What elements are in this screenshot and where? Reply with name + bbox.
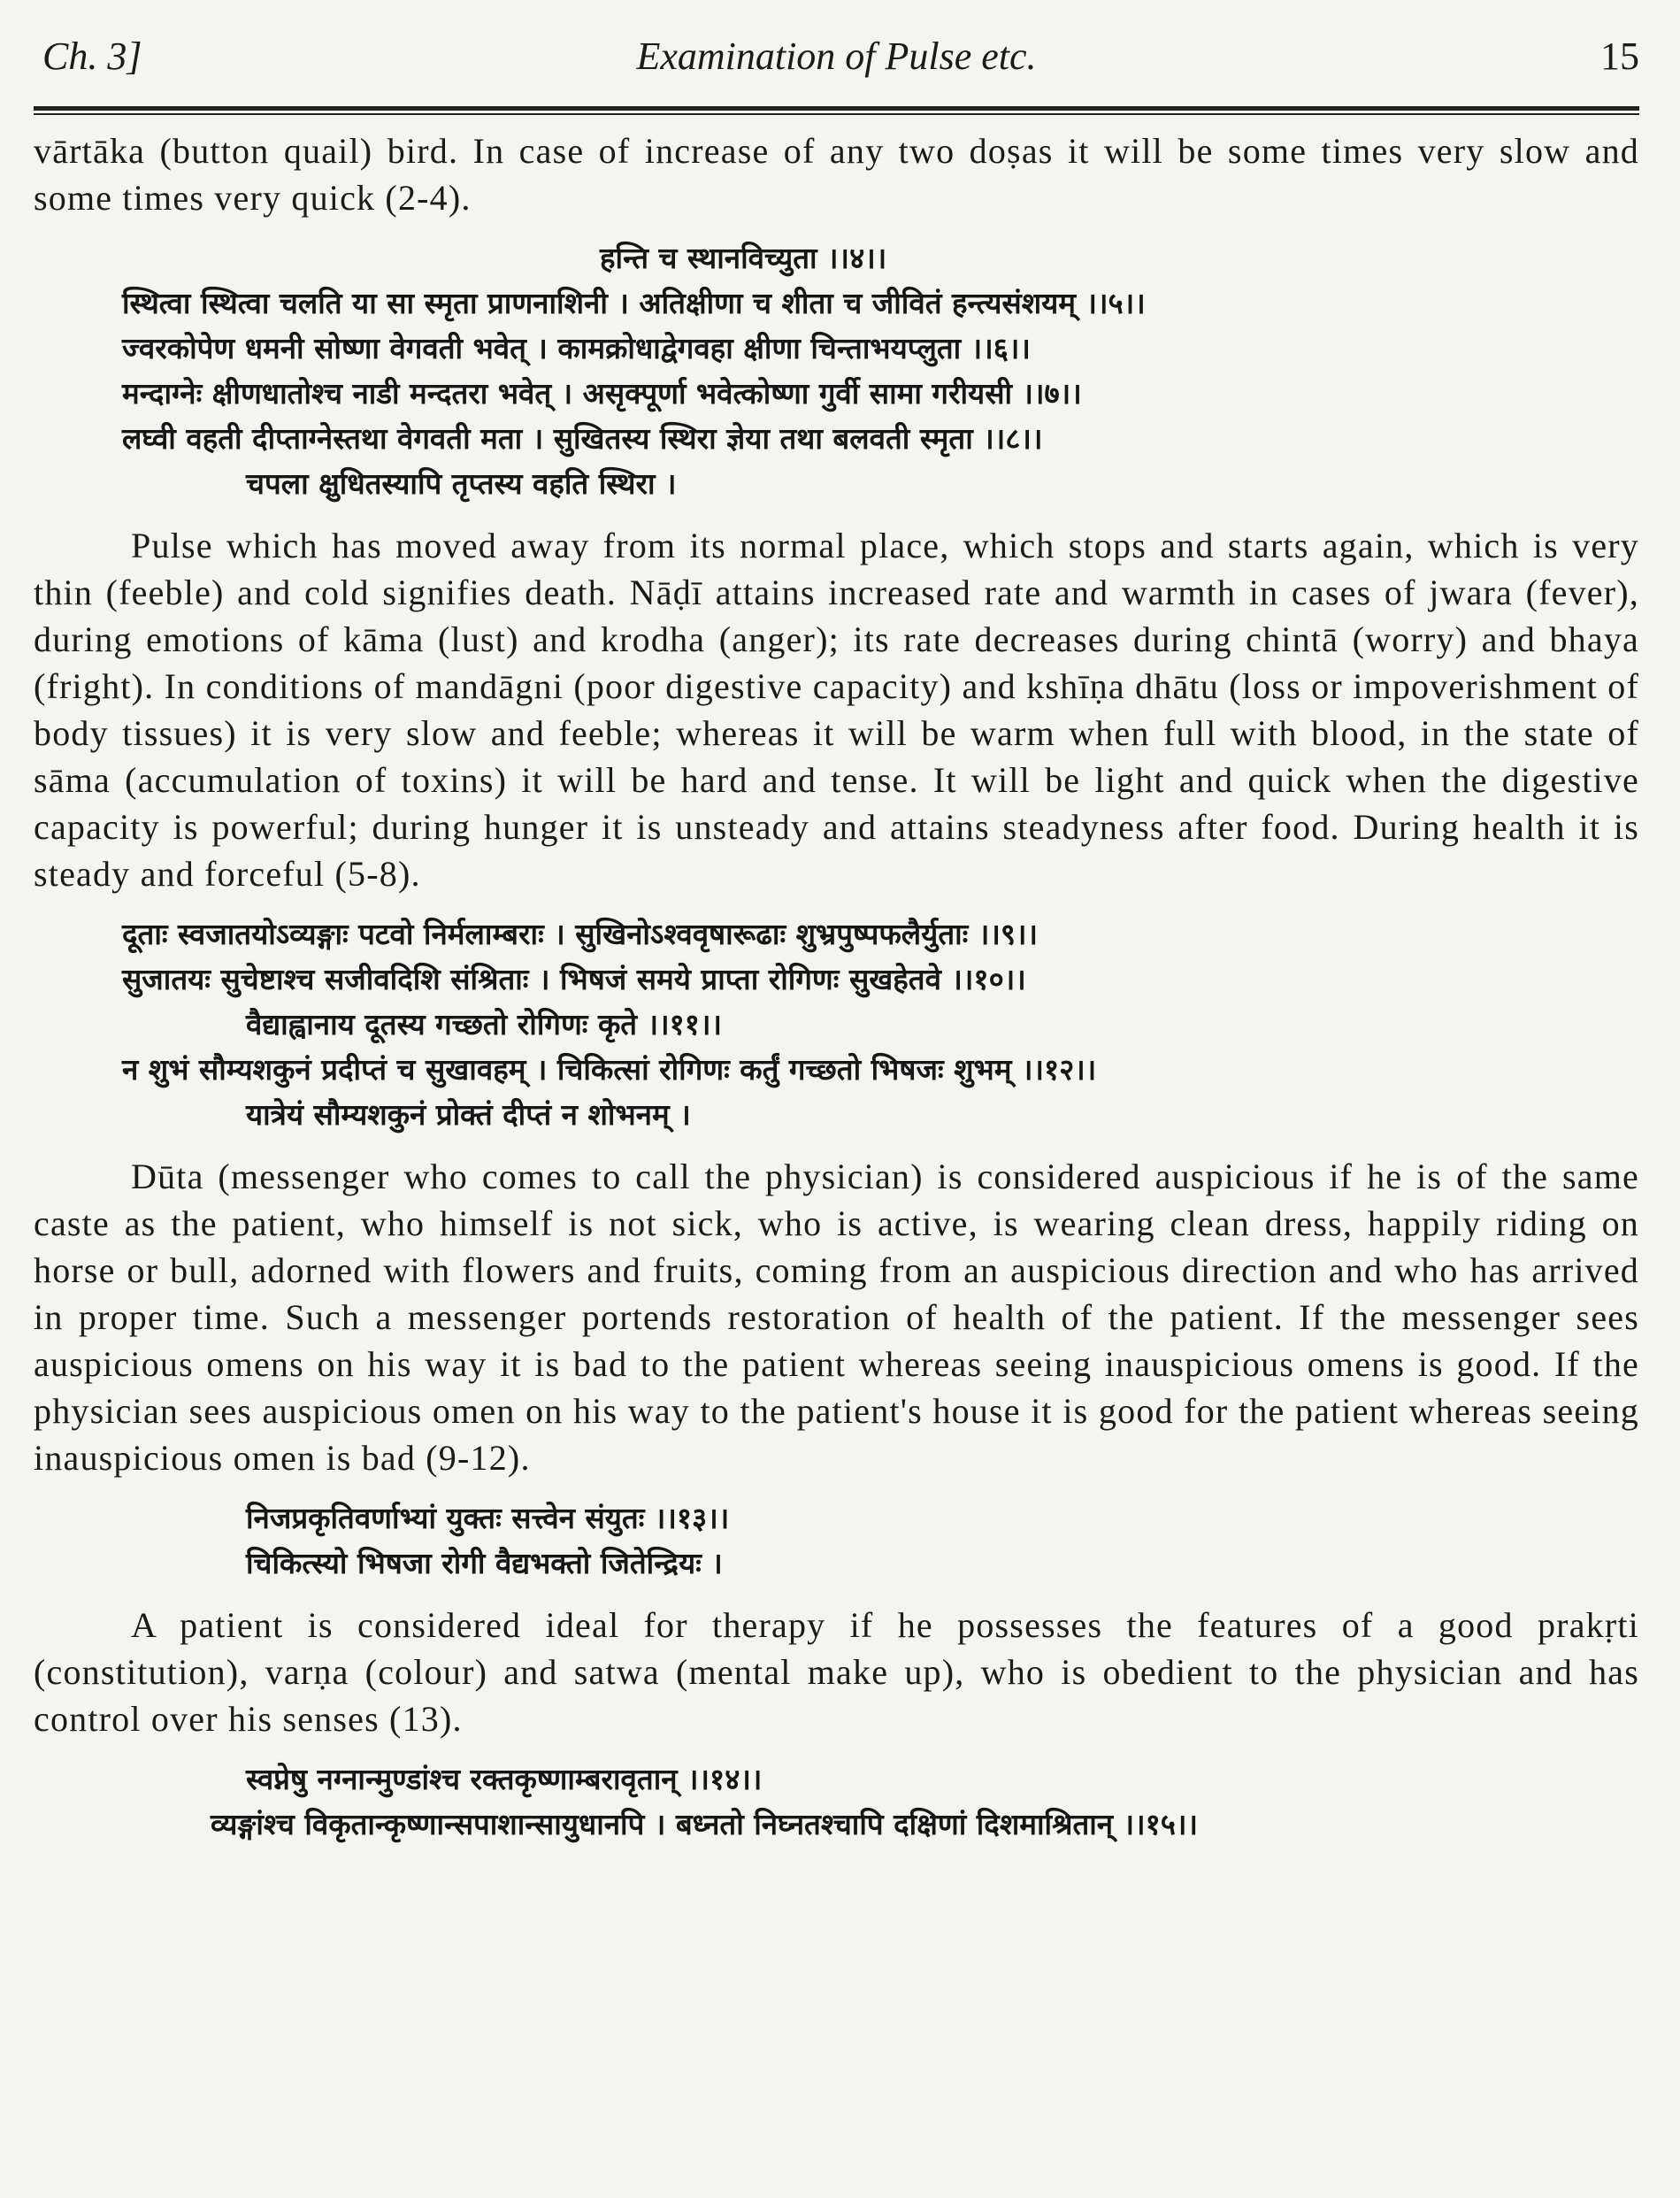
verse-line: चिकित्स्यो भिषजा रोगी वैद्यभक्तो जितेन्द्रियः । [246,1546,723,1580]
verse-block-3 [34,1495,1639,1586]
verse-line: व्यङ्गांश्च विकृतान्कृष्णान्सपाशान्सायुधानपि । बध्नतो निघ्नतश्चापि दक्षिणां दिशमाश्रितान् ।।१५।। [211,1807,1198,1841]
verse-line: न शुभं सौम्यशकुनं प्रदीप्तं च सुखावहम् । चिकित्सां रोगिणः कर्तुं गच्छतो भिषजः शुभम् ।।१२।। [122,1052,1097,1087]
verse-line: मन्दाग्नेः क्षीणधातोश्च नाडी मन्दतरा भवेत् । असृक्पूर्णा भवेत्कोष्णा गुर्वी सामा गरीयसी ।।७।। [122,376,1082,411]
verse-line: सुजातयः सुचेष्टाश्च सजीवदिशि संश्रिताः । भिषजं समये प्राप्ता रोगिणः सुखहेतवे ।।१०।। [122,962,1026,996]
verse-block-1 [34,235,1639,506]
header-rule-thin [34,113,1639,115]
verse-line: यात्रेयं सौम्यशकुनं प्रोक्तं दीप्तं न शोभनम् । [246,1097,691,1132]
running-header [34,27,1639,80]
verse-line: निजप्रकृतिवर्णाभ्यां युक्तः सत्त्वेन संयुतः ।।१३।। [246,1501,730,1535]
running-title: Examination of Pulse etc. [636,35,1037,78]
page-number: 15 [1600,35,1639,78]
verse-line: दूताः स्वजातयोऽव्यङ्गाः पटवो निर्मलाम्बराः । सुखिनोऽश्ववृषारूढाः शुभ्रपुष्पफलैर्युताः ।।९।। [122,917,1039,951]
verse-block-2 [34,911,1639,1137]
verse-line: स्वप्नेषु नग्नान्मुण्डांश्च रक्तकृष्णाम्बरावृतान् ।।१४।। [246,1762,763,1796]
verse-line: स्थित्वा स्थित्वा चलति या सा स्मृता प्राणनाशिनी । अतिक्षीणा च शीता च जीवितं हन्त्यसंशयम् ।।५।। [122,286,1146,320]
verse-line: चपला क्षुधितस्यापि तृप्तस्य वहति स्थिरा । [246,466,677,501]
verse-line: हन्ति च स्थानविच्युता ।।४।। [600,241,887,275]
paragraph-4: A patient is considered ideal for therapy if he possesses the features of a good prakṛti (constitution), varṇa (colour) and satwa (mental make up), who is obedient to the physician and has control over his senses (13). [34,1605,1639,1739]
chapter-label: Ch. 3] [42,35,142,78]
verse-line: ज्वरकोपेण धमनी सोष्णा वेगवती भवेत् । कामक्रोधाद्वेगवहा क्षीणा चिन्ताभयप्लुता ।।६।। [122,331,1031,365]
paragraph-3: Dūta (messenger who comes to call the physician) is considered auspicious if he is of the same caste as the patient, who himself is not sick, who is active, is wearing clean dress, happily riding on horse or bull, adorned with flowers and fruits, coming from an auspicious direction and who has arrived in proper time. Such a messenger portends restoration of health of the patient. If the messenger sees auspicious omens on his way it is bad to the patient whereas seeing inauspicious omens is good. If the physician sees auspicious omen on his way to the patient's house it is good for the patient whereas seeing inauspicious omen is bad (9-12). [34,1157,1639,1478]
header-rule-thick [34,106,1639,111]
verse-block-4 [34,1756,1639,1847]
paragraph-1: vārtāka (button quail) bird. In case of increase of any two doṣas it will be some times very slow and some times very quick (2-4). [34,131,1639,218]
verse-line: वैद्याह्वानाय दूतस्य गच्छतो रोगिणः कृते ।।११।। [246,1007,722,1041]
page-body [34,127,1639,1847]
verse-line: लघ्वी वहती दीप्ताग्नेस्तथा वेगवती मता । सुखितस्य स्थिरा ज्ञेया तथा बलवती स्मृता ।।८।। [122,421,1043,456]
paragraph-2: Pulse which has moved away from its normal place, which stops and starts again, which is very thin (feeble) and cold signifies death. Nāḍī attains increased rate and warmth in cases of jwara (fever), during emotions of kāma (lust) and krodha (anger); its rate decreases during chintā (worry) and bhaya (fright). In conditions of mandāgni (poor digestive capacity) and kshīṇa dhātu (loss or impoverishment of body tissues) it is very slow and feeble; whereas it will be warm when full with blood, in the state of sāma (accumulation of toxins) it will be hard and tense. It will be light and quick when the digestive capacity is powerful; during hunger it is unsteady and attains steadyness after food. During health it is steady and forceful (5-8). [34,526,1639,894]
